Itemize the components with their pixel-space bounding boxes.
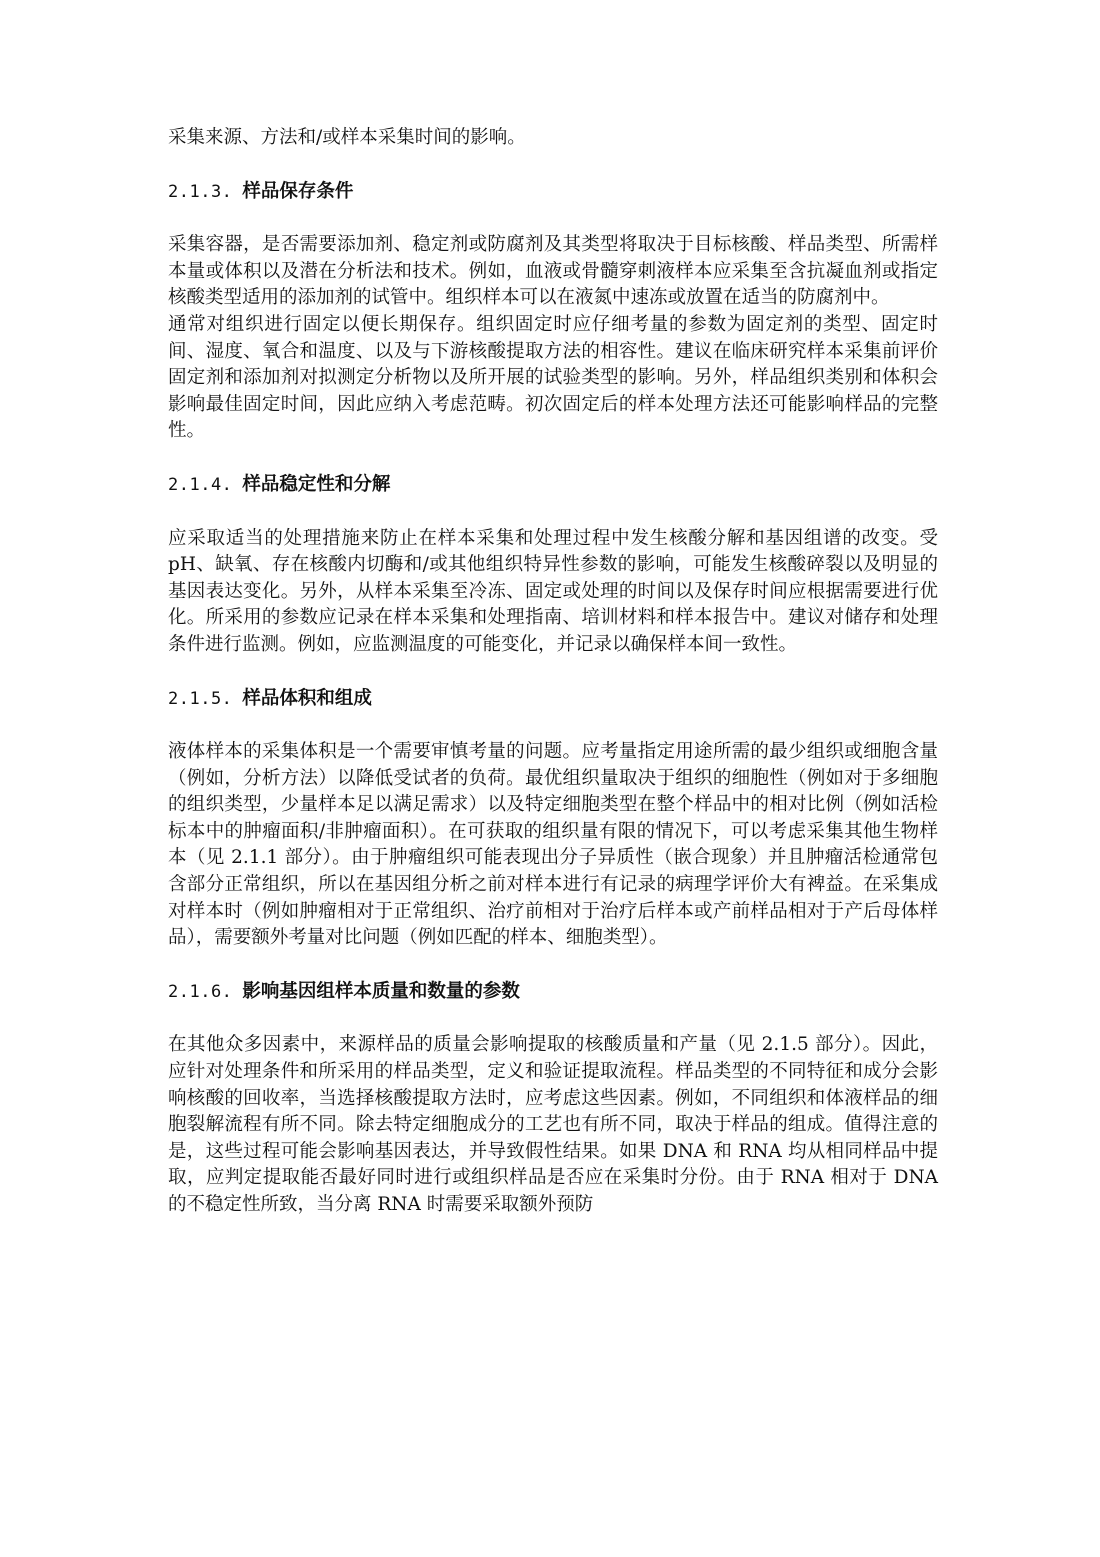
section-title: 样品保存条件: [242, 180, 354, 202]
section-number: 2.1.4.: [168, 474, 233, 495]
section-title: 样品体积和组成: [242, 687, 372, 709]
body-paragraph: 通常对组织进行固定以便长期保存。组织固定时应仔细考量的参数为固定剂的类型、固定时间、湿度、氧合和温度、以及与下游核酸提取方法的相容性。建议在临床研究样本采集前评价固定剂和添加剂对拟测定分析物以及所开展的试验类型的影响。另外，样品组织类别和体积会影响最佳固定时间，因此应纳入考虑范畴。初次固定后的样本处理方法还可能影响样品的完整性。: [168, 313, 938, 442]
intro-paragraph: 采集来源、方法和/或样本采集时间的影响。: [168, 127, 526, 148]
body-paragraph: 应采取适当的处理措施来防止在样本采集和处理过程中发生核酸分解和基因组谱的改变。受 pH、缺氧、存在核酸内切酶和/或其他组织特异性参数的影响，可能发生核酸碎裂以及明显的基因表达变化。另外，从样本采集至冷冻、固定或处理的时间以及保存时间应根据需要进行优化。所采用的参数应记录在样本采集和处理指南、培训材料和样本报告中。建议对储存和处理条件进行监测。例如，应监测温度的可能变化，并记录以确保样本间一致性。: [168, 527, 938, 655]
section-title: 样品稳定性和分解: [242, 473, 391, 495]
section-number: 2.1.3.: [168, 181, 233, 202]
section-number: 2.1.6.: [168, 981, 233, 1002]
body-paragraph: 液体样本的采集体积是一个需要审慎考量的问题。应考量指定用途所需的最少组织或细胞含量（例如，分析方法）以降低受试者的负荷。最优组织量取决于组织的细胞性（例如对于多细胞的组织类型，少量样本足以满足需求）以及特定细胞类型在整个样品中的相对比例（例如活检标本中的肿瘤面积/非肿瘤面积）。在可获取的组织量有限的情况下，可以考虑采集其他生物样本（见 2.1.1 部分）。由于肿瘤组织可能表现出分子异质性（嵌合现象）并且肿瘤活检通常包含部分正常组织，所以在基因组分析之前对样本进行有记录的病理学评价大有裨益。在采集成对样本时（例如肿瘤相对于正常组织、治疗前相对于治疗后样本或产前样品相对于产后母体样品），需要额外考量对比问题（例如匹配的样本、细胞类型）。: [168, 741, 938, 949]
section-title: 影响基因组样本质量和数量的参数: [242, 980, 520, 1002]
section-heading-2-1-6: [168, 979, 938, 1006]
body-paragraph: 采集容器，是否需要添加剂、稳定剂或防腐剂及其类型将取决于目标核酸、样品类型、所需样本量或体积以及潜在分析法和技术。例如，血液或骨髓穿刺液样本应采集至含抗凝血剂或指定核酸类型适用的添加剂的试管中。组织样本可以在液氮中速冻或放置在适当的防腐剂中。: [168, 234, 938, 309]
document-page: [168, 125, 938, 1219]
section-heading-2-1-5: [168, 686, 938, 713]
section-heading-2-1-3: [168, 179, 938, 206]
section-number: 2.1.5.: [168, 688, 233, 709]
section-heading-2-1-4: [168, 472, 938, 499]
body-paragraph: 在其他众多因素中，来源样品的质量会影响提取的核酸质量和产量（见 2.1.5 部分）。因此，应针对处理条件和所采用的样品类型，定义和验证提取流程。样品类型的不同特征和成分会影响核酸的回收率，当选择核酸提取方法时，应考虑这些因素。例如，不同组织和体液样品的细胞裂解流程有所不同。除去特定细胞成分的工艺也有所不同，取决于样品的组成。值得注意的是，这些过程可能会影响基因表达，并导致假性结果。如果 DNA 和 RNA 均从相同样品中提取，应判定提取能否最好同时进行或组织样品是否应在采集时分份。由于 RNA 相对于 DNA 的不稳定性所致，当分离 RNA 时需要采取额外预防: [168, 1034, 938, 1215]
